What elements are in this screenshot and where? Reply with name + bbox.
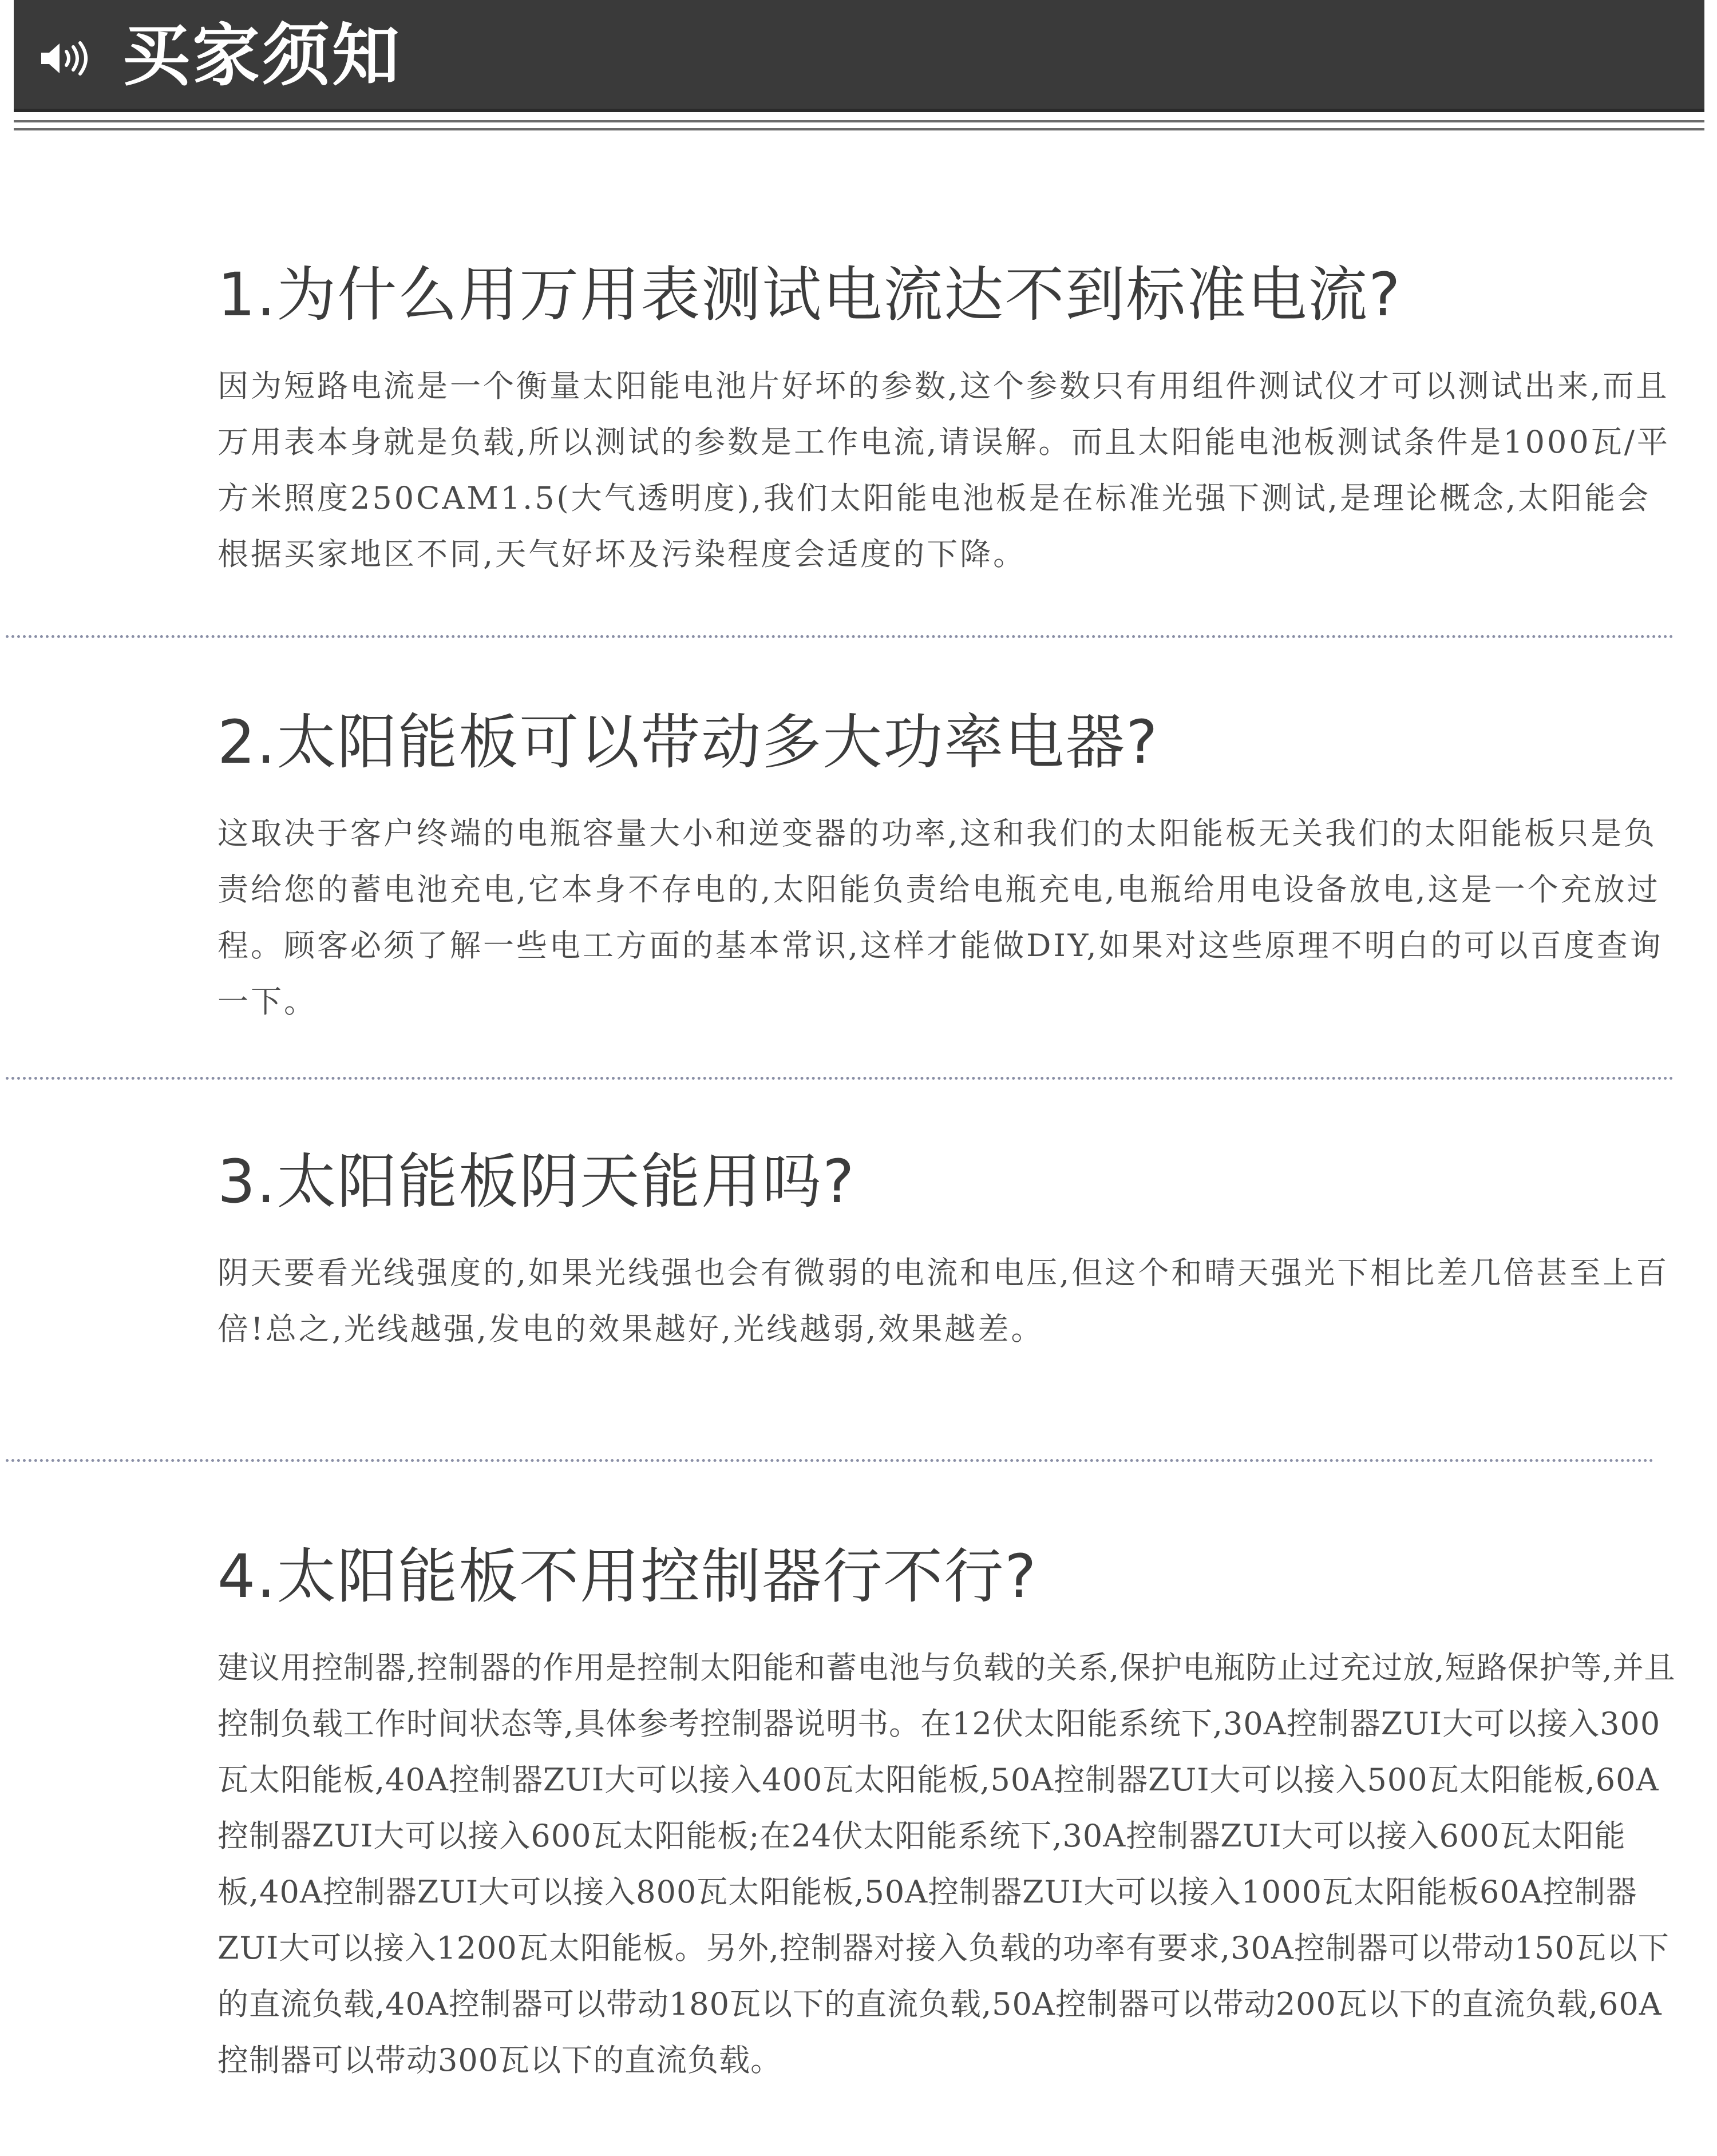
faq-question: 4.太阳能板不用控制器行不行? xyxy=(217,1541,1038,1611)
page-title: 买家须知 xyxy=(122,15,402,95)
speaker-icon xyxy=(39,41,90,76)
header-bar xyxy=(14,0,1704,112)
faq-item-3 xyxy=(217,1139,1683,1357)
faq-question: 3.太阳能板阴天能用吗? xyxy=(217,1147,856,1216)
header-divider-2 xyxy=(14,128,1704,130)
faq-item-1 xyxy=(217,252,1683,582)
faq-item-2 xyxy=(217,699,1683,1030)
faq-question: 2.太阳能板可以带动多大功率电器? xyxy=(217,707,1159,777)
section-divider xyxy=(6,1077,1674,1080)
faq-answer: 这取决于客户终端的电瓶容量大小和逆变器的功率,这和我们的太阳能板无关我们的太阳能板只是负责给您的蓄电池充电,它本身不存电的,太阳能负责给电瓶充电,电瓶给用电设备放电,这是一个充放过程。顾客必须了解一些电工方面的基本常识,这样才能做DIY,如果对这些原理不明白的可以百度查询一下。 xyxy=(217,815,1663,1020)
section-divider xyxy=(6,635,1674,638)
faq-question: 1.为什么用万用表测试电流达不到标准电流? xyxy=(217,260,1402,330)
faq-answer: 建议用控制器,控制器的作用是控制太阳能和蓄电池与负载的关系,保护电瓶防止过充过放,短路保护等,并且控制负载工作时间状态等,具体参考控制器说明书。在12伏太阳能系统下,30A控制器ZUI大可以接入300瓦太阳能板,40A控制器ZUI大可以接入400瓦太阳能板,50A控制器ZUI大可以接入500瓦太阳能板,60A控制器ZUI大可以接入600瓦太阳能板;在24伏太阳能系统下,30A控制器ZUI大可以接入600瓦太阳能板,40A控制器ZUI大可以接入800瓦太阳能板,50A控制器ZUI大可以接入1000瓦太阳能板60A控制器ZUI大可以接入1200瓦太阳能板。另外,控制器对接入负载的功率有要求,30A控制器可以带动150瓦以下的直流负载,40A控制器可以带动180瓦以下的直流负载,50A控制器可以带动200瓦以下的直流负载,60A控制器可以带动300瓦以下的直流负载。 xyxy=(217,1650,1676,2078)
faq-answer: 因为短路电流是一个衡量太阳能电池片好坏的参数,这个参数只有用组件测试仪才可以测试出来,而且万用表本身就是负载,所以测试的参数是工作电流,请误解。而且太阳能电池板测试条件是1000瓦/平方米照度250CAM1.5(大气透明度),我们太阳能电池板是在标准光强下测试,是理论概念,太阳能会根据买家地区不同,天气好坏及污染程度会适度的下降。 xyxy=(217,368,1670,572)
faq-answer: 阴天要看光线强度的,如果光线强也会有微弱的电流和电压,但这个和晴天强光下相比差几倍甚至上百倍!总之,光线越强,发电的效果越好,光线越弱,效果越差。 xyxy=(217,1255,1669,1347)
faq-item-4 xyxy=(217,1533,1683,2088)
header-divider-1 xyxy=(14,120,1704,122)
section-divider xyxy=(6,1459,1654,1462)
